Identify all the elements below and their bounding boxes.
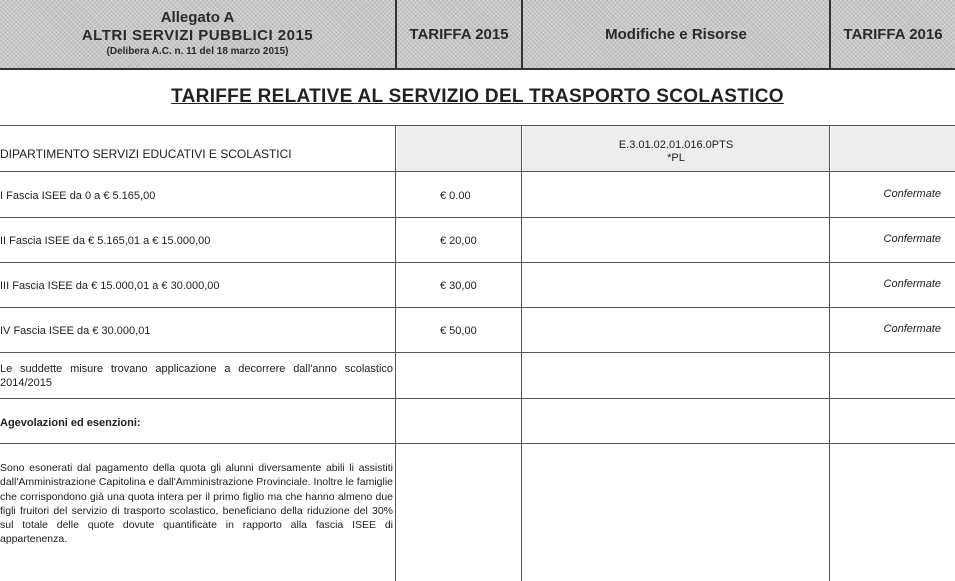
fascia-label: IV Fascia ISEE da € 30.000,01 [0,325,151,337]
row-divider [0,443,955,444]
agevolazioni-heading: Agevolazioni ed esenzioni: [0,417,141,429]
tariffa-2016-value: Confermate [883,233,941,245]
row-divider [0,262,955,263]
row-divider [0,307,955,308]
budget-code-line1: E.3.01.02.01.016.0PTS [618,139,734,151]
header-allegato-label: Allegato A [160,9,235,26]
header-allegato-cell [0,0,397,68]
header-delibera-label: (Delibera A.C. n. 11 del 18 marzo 2015) [106,46,289,57]
tariffa-2015-value: € 30,00 [440,280,477,292]
validity-note: Le suddette misure trovano applicazione a decorrere dall'anno scolastico 2014/2015 [0,363,393,389]
header-servizi-label: ALTRI SERVIZI PUBBLICI 2015 [81,27,314,44]
tariffa-2016-value: Confermate [883,278,941,290]
header-tariffa-2015: TARIFFA 2015 [397,0,523,68]
header-tariffa-2016: TARIFFA 2016 [831,0,955,68]
tariffa-2015-value: € 0.00 [440,190,471,202]
row-divider [0,398,955,399]
row-divider [0,217,955,218]
row-divider [0,352,955,353]
tariffa-2016-value: Confermate [883,188,941,200]
page-title: TARIFFE RELATIVE AL SERVIZIO DEL TRASPORTO SCOLASTICO [171,86,784,107]
budget-code [523,139,829,165]
fascia-label: II Fascia ISEE da € 5.165,01 a € 15.000,00 [0,235,211,247]
column-divider [395,126,396,581]
column-divider [521,126,522,581]
tariffa-2015-value: € 50,00 [440,325,477,337]
tariffa-2015-value: € 20,00 [440,235,477,247]
column-divider [829,126,830,581]
shaded-cell [831,126,955,171]
budget-code-line2: *PL [667,152,685,164]
tariffa-2016-value: Confermate [883,323,941,335]
header-divider [0,68,955,70]
agevolazioni-paragraph: Sono esonerati dal pagamento della quota gli alunni diversamente abili li assistiti dall'Amministrazione Capitolina e dall'Amministrazione Provinciale. Inoltre le famiglie che corrispondono già una quota intera per il primo figlio ma che hanno almeno due figli fruitori del servizio di trasporto scolastico, beneficiano della riduzione del 30% sul totale delle quote dovute quantificate in rapporto alla fascia ISEE di appartenenza. [0,462,393,546]
department-label: DIPARTIMENTO SERVIZI EDUCATIVI E SCOLASTICI [0,147,292,161]
shaded-cell [397,126,521,171]
row-divider [0,171,955,172]
fascia-label: I Fascia ISEE da 0 a € 5.165,00 [0,190,156,202]
fascia-label: III Fascia ISEE da € 15.000,01 a € 30.000,00 [0,280,220,292]
header-modifiche-risorse: Modifiche e Risorse [523,0,831,68]
